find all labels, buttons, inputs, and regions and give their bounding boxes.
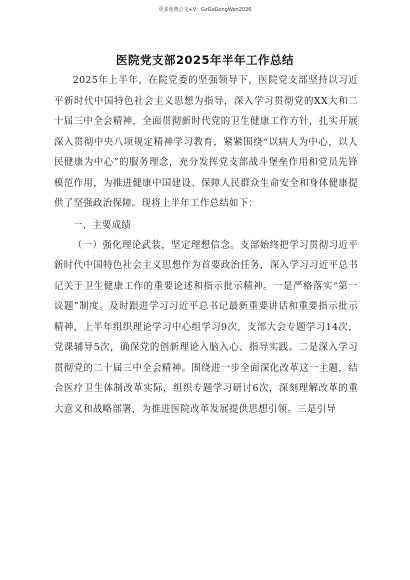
section-heading: 一、主要成绩 <box>72 219 132 231</box>
intro-paragraph: 2025年上半年，在院党委的坚强领导下，医院党支部坚持以习近平新时代中国特色社会主义思想为指导，深入学习贯彻党的XX大和二十届三中全会精神，全面贯彻新时代党的卫生健康工作方针，扎实开展深入贯彻中央八项规定精神学习教育，紧紧围绕“以病人为中心，以人民健康为中心”的服务理念，充分发挥党支部战斗堡垒作用和党员先锋模范作用，为推进健康中国建设、保障人民群众生命安全和身体健康提供了坚强政治保障。现将上半年工作总结如下： <box>54 75 358 209</box>
document-body <box>54 71 358 420</box>
header-note: 更多免费公文+V：GzGoGongWen2026 <box>158 7 252 13</box>
subsection-paragraph: （一）强化理论武装，坚定理想信念。支部始终把学习贯彻习近平新时代中国特色社会主义思想作为首要政治任务，深入学习习近平总书记关于卫生健康工作的重要论述和指示批示精神。一是严格落实“第一议题”制度。及时跟进学习习近平总书记最新重要讲话和重要指示批示精神，上半年组织理论学习中心组学习9次，支部大会专题学习14次，党课辅导5次，确保党的创新理论入脑入心、指导实践。二是深入学习贯彻党的二十届三中全会精神。围绕进一步全面深化改革这一主题，结合医疗卫生体制改革实际，组织专题学习研讨6次，深刻理解改革的重大意义和战略部署，为推进医院改革发展提供思想引领。三是引导 <box>54 239 358 415</box>
document-title: 医院党支部2025年半年工作总结 <box>115 53 294 67</box>
